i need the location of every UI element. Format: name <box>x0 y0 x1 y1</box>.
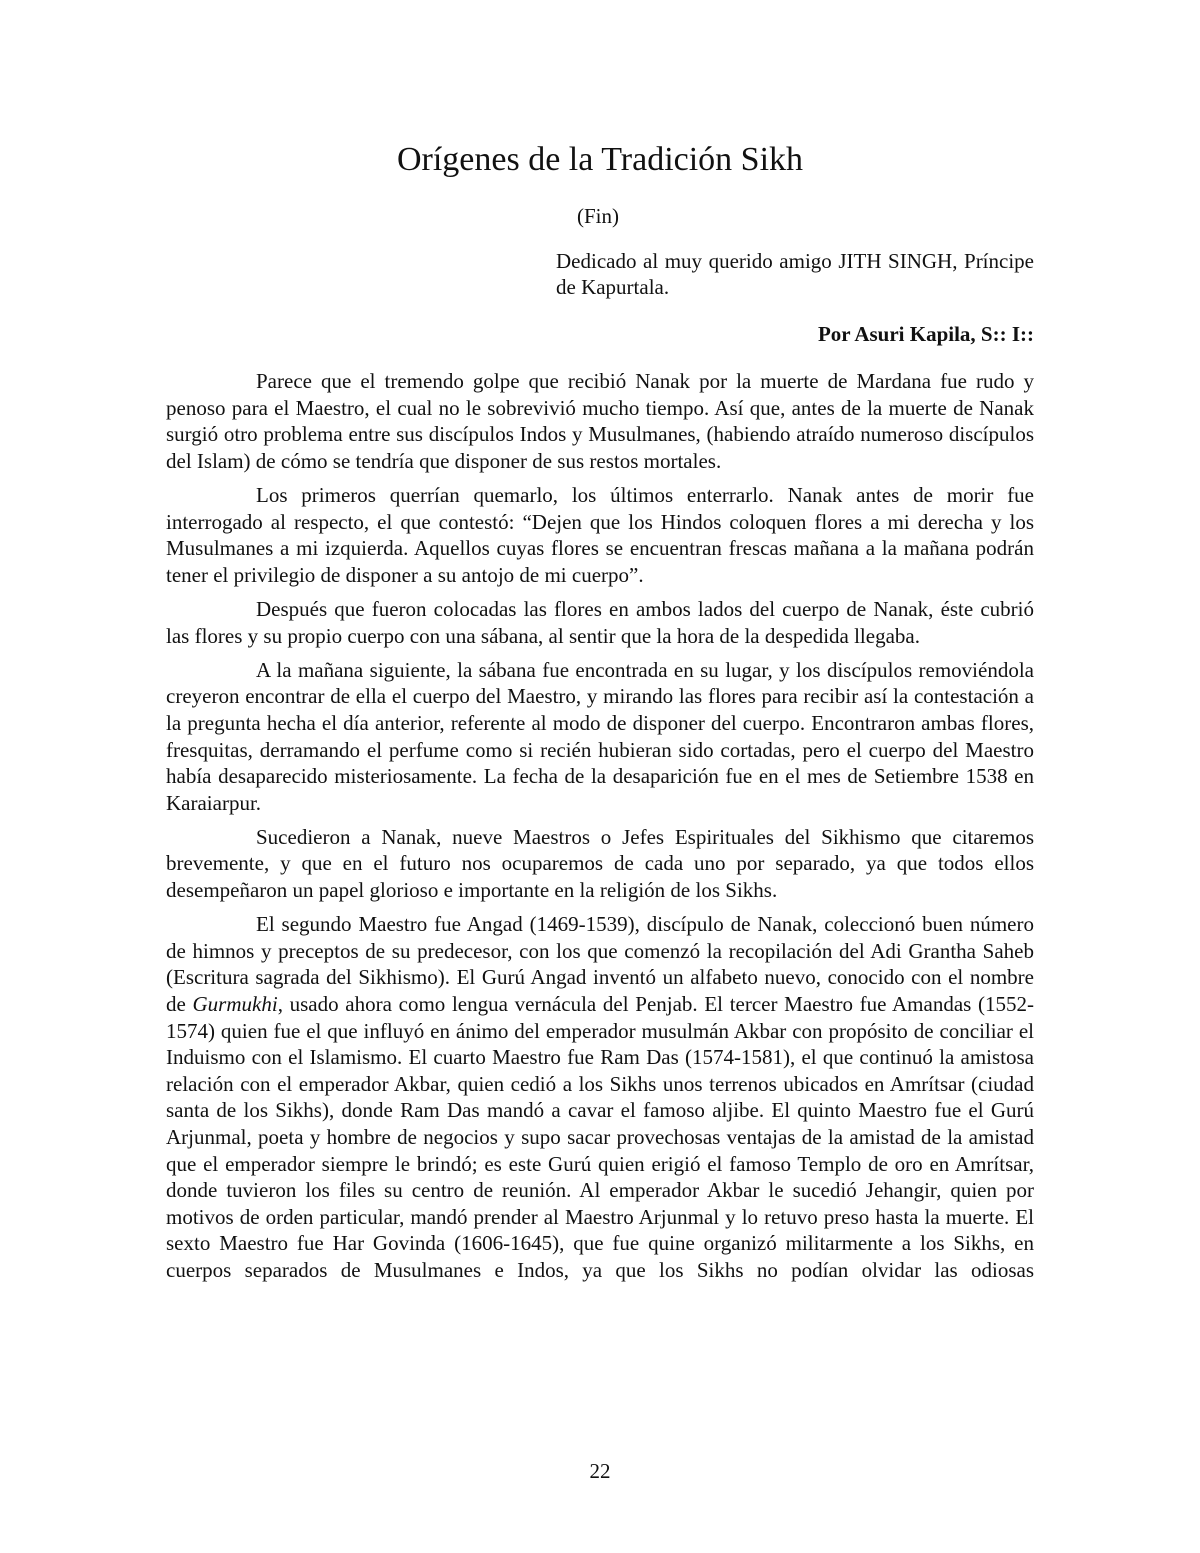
paragraph <box>166 911 1034 1283</box>
article-body <box>166 368 1034 1284</box>
author-byline: Por Asuri Kapila, S:: I:: <box>817 322 1034 346</box>
paragraph: Después que fueron colocadas las flores en ambos lados del cuerpo de Nanak, éste cubrió las flores y su propio cuerpo con una sábana, al sentir que la hora de la despedida llegaba. <box>166 596 1034 648</box>
paragraph: Los primeros querrían quemarlo, los últimos enterrarlo. Nanak antes de morir fue interrogado al respecto, el que contestó: “Dejen que los Hindos coloquen flores a mi derecha y los Musulmanes a mi izquierda. Aquellos cuyas flores se encuentran frescas mañana a la mañana podrán tener el privilegio de disponer a su antojo de mi cuerpo”. <box>166 482 1034 587</box>
page-title: Orígenes de la Tradición Sikh <box>396 141 804 178</box>
italic-term: Gurmukhi <box>192 992 278 1017</box>
paragraph: Parece que el tremendo golpe que recibió Nanak por la muerte de Mardana fue rudo y penoso para el Maestro, el cual no le sobrevivió mucho tiempo. Así que, antes de la muerte de Nanak surgió otro problema entre sus discípulos Indos y Musulmanes, (habiendo atraído numeroso discípulos del Islam) de cómo se tendría que disponer de sus restos mortales. <box>166 369 1034 473</box>
paragraph: Sucedieron a Nanak, nueve Maestros o Jefes Espirituales del Sikhismo que citaremos brevemente, y que en el futuro nos ocuparemos de cada uno por separado, ya que todos ellos desempeñaron un papel glorioso e importante en la religión de los Sikhs. <box>166 824 1034 903</box>
subtitle: (Fin) <box>577 204 619 228</box>
paragraph-text: , usado ahora como lengua vernácula del Penjab. El tercer Maestro fue Amandas (1552-1574) quien fue el que influyó en ánimo del emperador musulmán Akbar con propósito de conciliar el Induismo con el Islamismo. El cuarto Maestro fue Ram Das (1574-1581), el que continuó la amistosa relación con el emperador Akbar, quien cedió a los Sikhs unos terrenos ubicados en Amrítsar (ciudad santa de los Sikhs), donde Ram Das mandó a cavar el famoso aljibe. El quinto Maestro fue el Gurú Arjunmal, poeta y hombre de negocios y supo sacar provechosas ventajas de la amistad de la amistad que el emperador siempre le brindó; es este Gurú quien erigió el famoso Templo de oro en Amrítsar, donde tuvieron los files su centro de reunión. Al emperador Akbar le sucedió Jehangir, quien por motivos de orden particular, mandó prender al Maestro Arjunmal y lo retuvo preso hasta la muerte. El sexto Maestro fue Har Govinda (1606-1645), que fue quine organizó militarmente a los Sikhs, en cuerpos separados de Musulmanes e Indos, ya que los Sikhs no podían olvidar las odiosas <box>166 992 1034 1282</box>
paragraph-text: El segundo Maestro fue Angad (1469-1539), discípulo de Nanak, coleccionó buen número de himnos y preceptos de su predecesor, con los que comenzó la recopilación del Adi Grantha Saheb (Escritura sagrada del Sikhismo). El Gurú Angad inventó un alfabeto nuevo, conocido con el nombre de <box>166 912 1034 1017</box>
dedication: Dedicado al muy querido amigo JITH SINGH, Príncipe de Kapurtala. <box>556 249 1034 299</box>
page-number: 22 <box>589 1459 611 1483</box>
paragraph: A la mañana siguiente, la sábana fue encontrada en su lugar, y los discípulos removiéndola creyeron encontrar de ella el cuerpo del Maestro, y mirando las flores para recibir así la contestación a la pregunta hecha el día anterior, referente al modo de disponer del cuerpo. Encontraron ambas flores, fresquitas, derramando el perfume como si recién hubieran sido cortadas, pero el cuerpo del Maestro había desaparecido misteriosamente. La fecha de la desaparición fue en el mes de Setiembre 1538 en Karaiarpur. <box>166 657 1034 815</box>
